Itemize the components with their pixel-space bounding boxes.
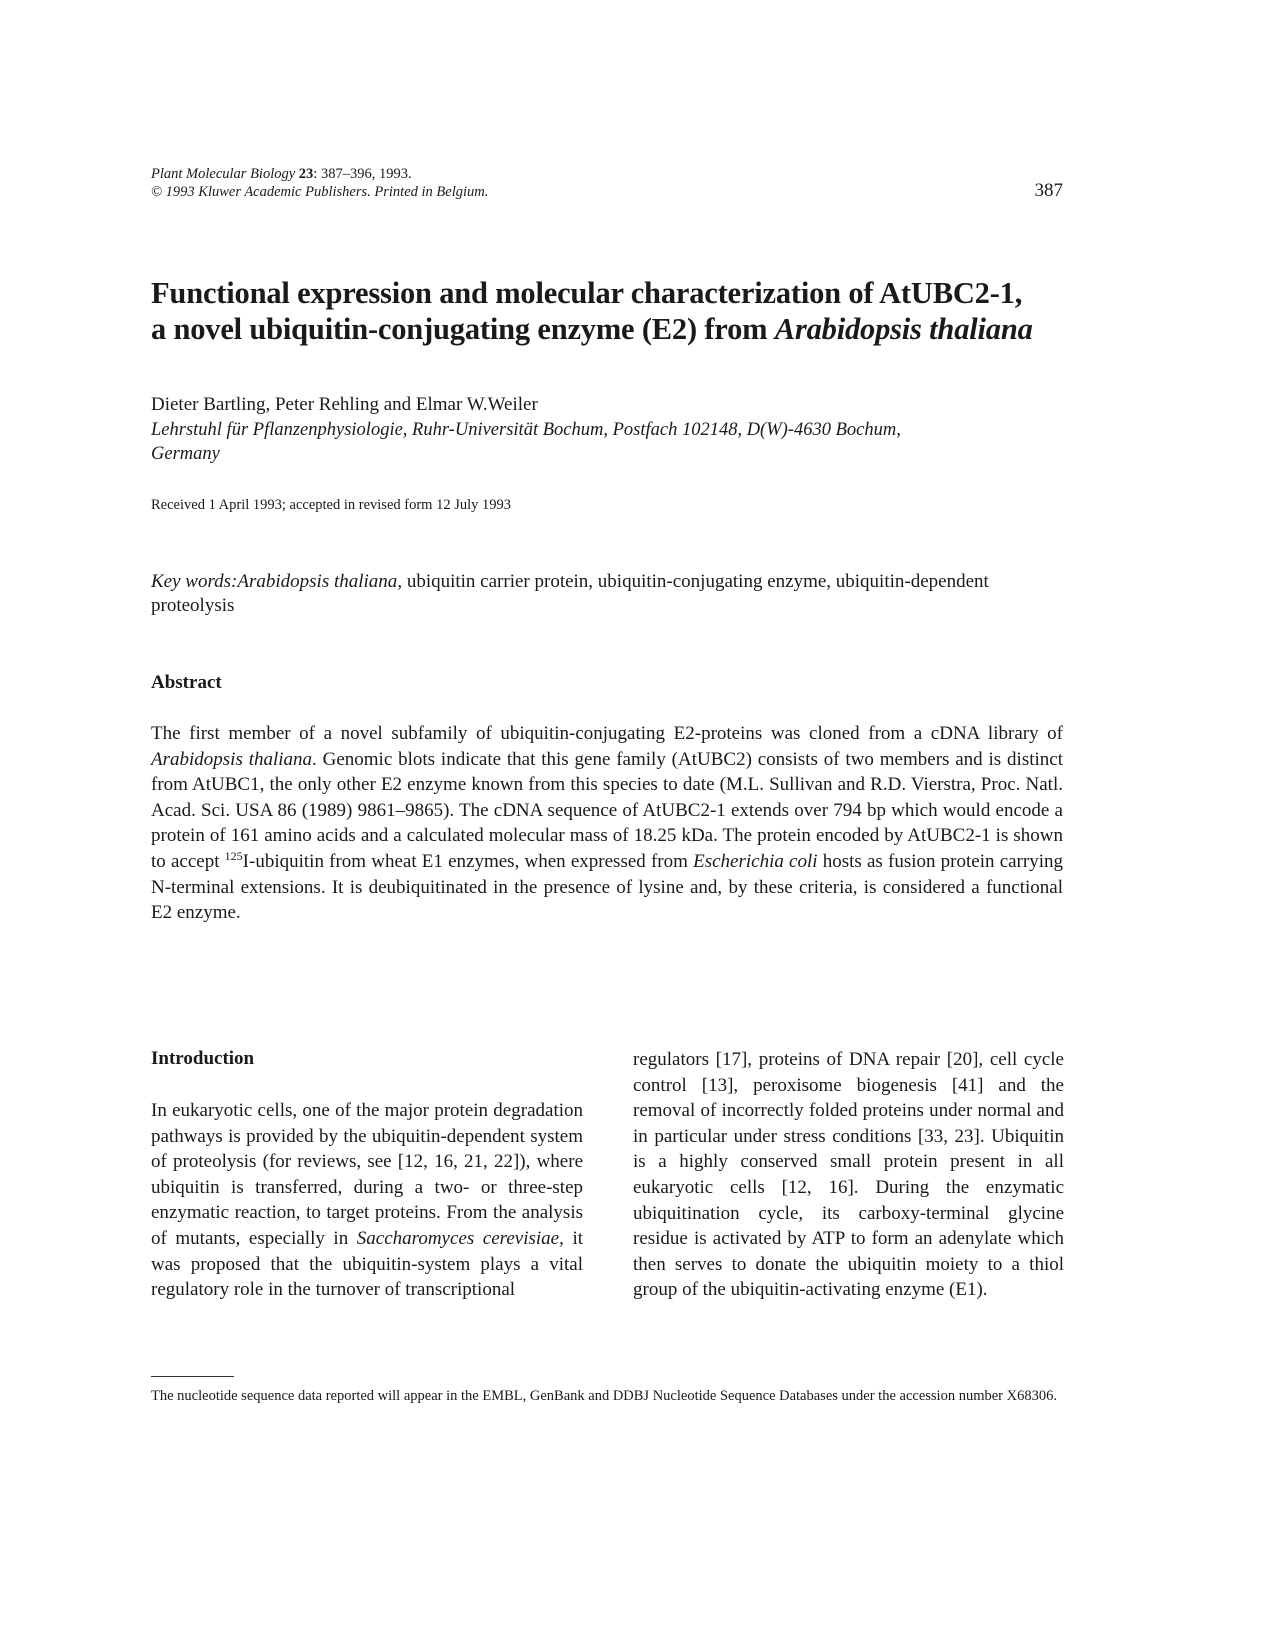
abstract-text-2: . Genomic blots indicate that this gene family (AtUBC2) consists of two members and is distinct from AtUBC1, the only other E2 enzyme known from this species to date (M.L. Sullivan and R.D. Vierstra, Proc. Natl. Acad. Sci. USA 86 (1989) 9861–9865). The cDNA sequence of AtUBC2-1 extends over 794 bp which would encode a protein of 161 amino acids and a calculated molecular mass of 18.25 kDa. The protein encoded by AtUBC2-1 is shown to accept [151, 748, 1063, 872]
abstract-text-4: hosts as fusion protein carrying N-terminal extensions. It is deubiquitinated in the presence of lysine and, by these criteria, is considered a functional E2 enzyme. [151, 850, 1063, 924]
title-line-1: Functional expression and molecular characterization of AtUBC2-1, [151, 276, 1023, 310]
copyright-line: © 1993 Kluwer Academic Publishers. Printed in Belgium. [151, 184, 489, 200]
intro-col1-species: Saccharomyces cerevisiae [356, 1227, 560, 1249]
received-dates: Received 1 April 1993; accepted in revised form 12 July 1993 [151, 497, 511, 513]
title-line-2-text: a novel ubiquitin-conjugating enzyme (E2) from [151, 312, 775, 346]
page-number: 387 [1034, 180, 1063, 201]
title-species: Arabidopsis thaliana [774, 312, 1033, 346]
keywords [151, 570, 1071, 618]
abstract-species: Arabidopsis thaliana [151, 748, 313, 770]
keywords-label: Key words: [151, 571, 238, 592]
abstract-isotope: 125 [224, 848, 243, 863]
affiliation-line-2: Germany [151, 444, 220, 464]
article-title [151, 275, 1111, 347]
intro-col1-text-a: In eukaryotic cells, one of the major protein degradation pathways is provided by the ubiquitin-dependent system of proteolysis (for reviews, see [12, 16, 21, 22]), where ubiquitin is transferred, during a two- or three-step enzymatic reaction, to target proteins. From the analysis of mutants, especially in [151, 1100, 583, 1249]
footnote: The nucleotide sequence data reported will appear in the EMBL, GenBank and DDBJ Nucleotide Sequence Databases under the accession number X68306. [151, 1388, 1057, 1404]
abstract-heading: Abstract [151, 672, 222, 693]
journal-volume: 23 [298, 166, 314, 182]
intro-col1-text-b: , it was proposed that the ubiquitin-system plays a vital regulatory role in the turnover of transcriptional [151, 1227, 584, 1301]
abstract-text-1: The first member of a novel subfamily of ubiquitin-conjugating E2-proteins was cloned from a cDNA library of [151, 723, 1063, 744]
journal-pages: : 387–396, 1993. [313, 166, 412, 182]
journal-name: Plant Molecular Biology [151, 166, 296, 182]
keywords-species: Arabidopsis thaliana [237, 571, 398, 592]
abstract-body [151, 721, 1063, 926]
journal-header [151, 165, 488, 201]
introduction-heading: Introduction [151, 1048, 255, 1069]
affiliation-line-1: Lehrstuhl für Pflanzenphysiologie, Ruhr-Universität Bochum, Postfach 102148, D(W)-4630 Bochum, [151, 420, 901, 440]
title-line-2 [151, 311, 1111, 347]
abstract-host: Escherichia coli [693, 850, 818, 872]
keywords-list: , ubiquitin carrier protein, ubiquitin-conjugating enzyme, ubiquitin-dependent proteolysis [151, 571, 989, 616]
introduction-column-2: regulators [17], proteins of DNA repair [20], cell cycle control [13], peroxisome biogenesis [41] and the removal of incorrectly folded proteins under normal and in particular under stress conditions [33, 23]. Ubiquitin is a highly conserved small protein present in all eukaryotic cells [12, 16]. During the enzymatic ubiquitination cycle, its carboxy-terminal glycine residue is activated by ATP to form an adenylate which then serves to donate the ubiquitin moiety to a thiol group of the ubiquitin-activating enzyme (E1). [633, 1049, 1064, 1301]
abstract-text-3: I-ubiquitin from wheat E1 enzymes, when expressed from [242, 850, 694, 872]
footnote-rule [151, 1376, 234, 1377]
author-list: Dieter Bartling, Peter Rehling and Elmar W.Weiler [151, 394, 538, 415]
affiliation [151, 418, 1071, 466]
introduction-column-1 [151, 1098, 583, 1303]
journal-citation [151, 165, 488, 183]
